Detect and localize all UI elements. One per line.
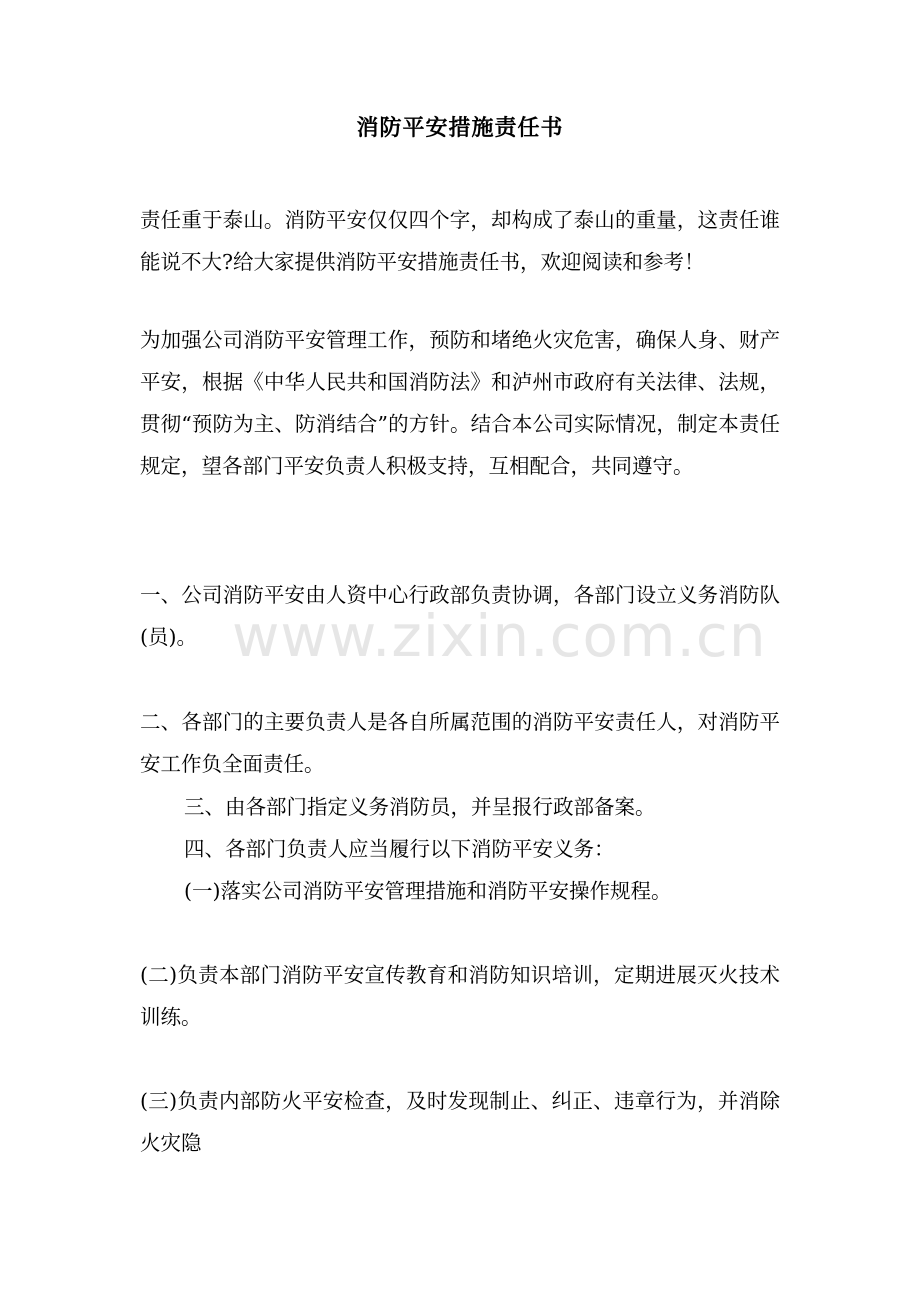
sub-clause-2-paragraph: (二)负责本部门消防平安宣传教育和消防知识培训，定期进展灭火技术训练。 (140, 963, 780, 1029)
clause-4-paragraph: 四、各部门负责人应当履行以下消防平安义务： (184, 837, 615, 861)
purpose-paragraph: 为加强公司消防平安管理工作，预防和堵绝火灾危害，确保人身、财产平安，根据《中华人民共和国消防法》和泸州市政府有关法律、法规，贯彻“预防为主、防消结合”的方针。结合本公司实际情况，制定本责任规定，望各部门平安负责人积极支持，互相配合，共同遵守。 (140, 328, 780, 478)
sub-clause-1-paragraph: (一)落实公司消防平安管理措施和消防平安操作规程。 (184, 879, 672, 903)
sub-clause-3-paragraph: (三)负责内部防火平安检查，及时发现制止、纠正、违章行为，并消除火灾隐 (140, 1089, 780, 1155)
document-title: 消防平安措施责任书 (356, 115, 564, 141)
clause-1-paragraph: 一、公司消防平安由人资中心行政部负责协调，各部门设立义务消防队(员)。 (140, 583, 780, 649)
clause-3-paragraph: 三、由各部门指定义务消防员，并呈报行政部备案。 (184, 795, 656, 819)
clause-2-paragraph: 二、各部门的主要负责人是各自所属范围的消防平安责任人，对消防平安工作负全面责任。 (140, 710, 780, 776)
intro-paragraph: 责任重于泰山。消防平安仅仅四个字，却构成了泰山的重量，这责任谁能说不大?给大家提供消防平安措施责任书，欢迎阅读和参考！ (140, 208, 780, 274)
watermark-text: www.zixin.com.cn (232, 602, 767, 670)
